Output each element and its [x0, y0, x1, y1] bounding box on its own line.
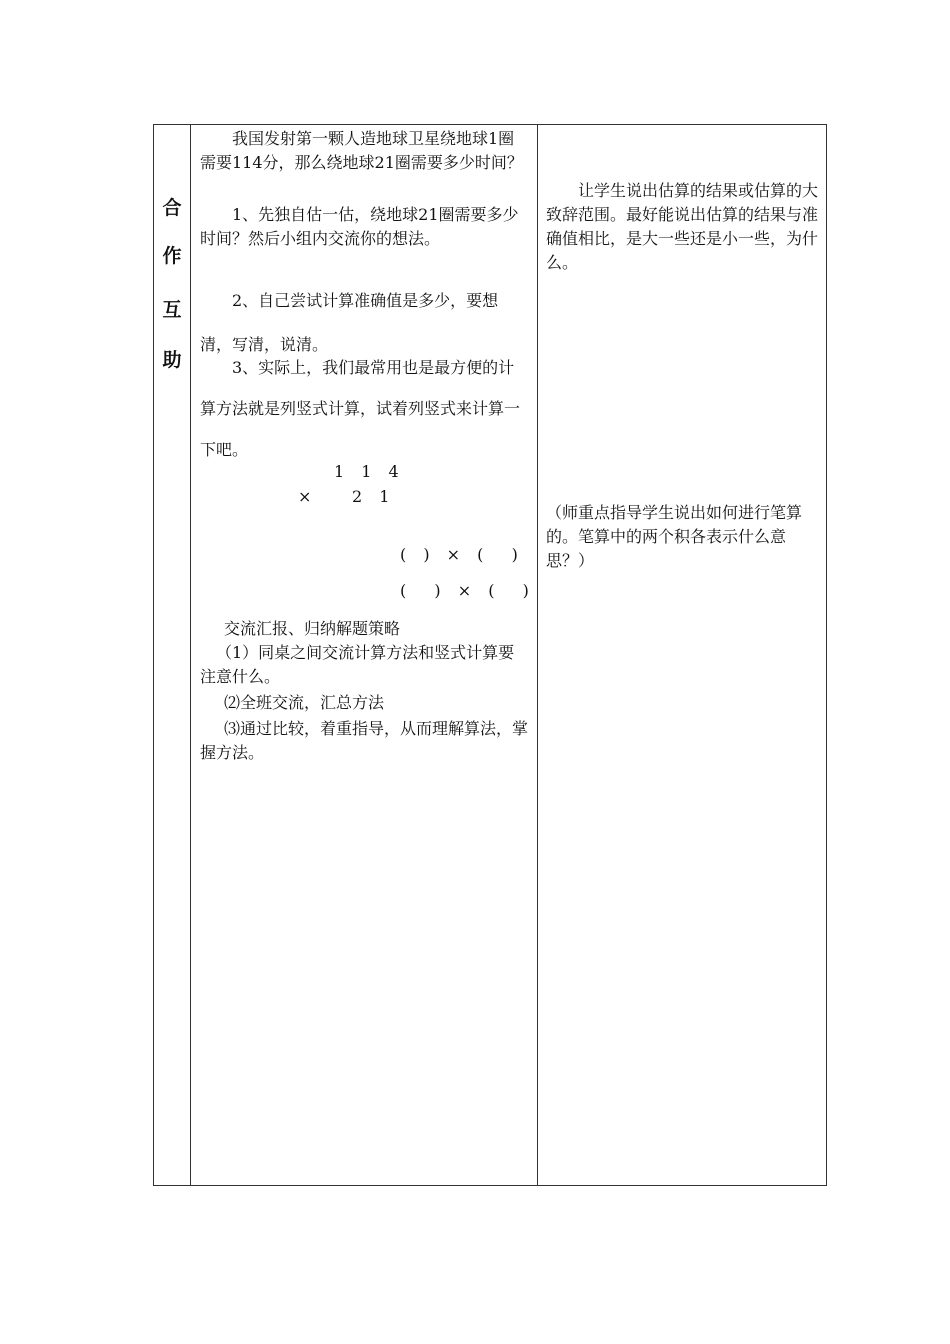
teacher-note-1: 让学生说出估算的结果或估算的大致辞范围。最好能说出估算的结果与准确值相比，是大一些还是小一些，为什么。 — [546, 181, 819, 272]
summary-item-2: ⑵全班交流，汇总方法 — [224, 693, 385, 712]
step-1-text: 1、先独自估一估，绕地球21圈需要多少时间？然后小组内交流你的想法。 — [200, 205, 519, 248]
summary-item-1: （1）同桌之间交流计算方法和竖式计算要注意什么。 — [200, 643, 515, 686]
section-label-char: 合 — [162, 197, 182, 219]
summary-item-3: ⑶通过比较，着重指导，从而理解算法，掌握方法。 — [200, 719, 529, 762]
section-label-char: 互 — [162, 299, 182, 321]
partial-product-2: ( ) × ( ) — [400, 581, 535, 600]
column-divider — [190, 125, 191, 1185]
multiplier: 2 1 — [352, 487, 396, 506]
section-label-char: 作 — [162, 245, 182, 267]
times-sign: × — [298, 487, 318, 506]
summary-title: 交流汇报、归纳解题策略 — [224, 619, 401, 638]
multiplicand: 1 1 4 — [334, 462, 405, 481]
teacher-note-2: （师重点指导学生说出如何进行笔算的。笔算中的两个积各表示什么意思？） — [546, 503, 803, 570]
column-divider — [537, 125, 538, 1185]
step-2-text: 2、自己尝试计算准确值是多少，要想清，写清，说清。 — [200, 291, 499, 354]
section-label-char: 助 — [162, 349, 182, 371]
partial-product-1: ( ) × ( ) — [400, 545, 524, 564]
lesson-table — [153, 124, 827, 1186]
step-3-text: 3、实际上，我们最常用也是最方便的计算方法就是列竖式计算，试着列竖式来计算一下吧。 — [200, 358, 521, 459]
problem-text: 我国发射第一颗人造地球卫星绕地球1圈需要114分，那么绕地球21圈需要多少时间？ — [200, 129, 523, 172]
